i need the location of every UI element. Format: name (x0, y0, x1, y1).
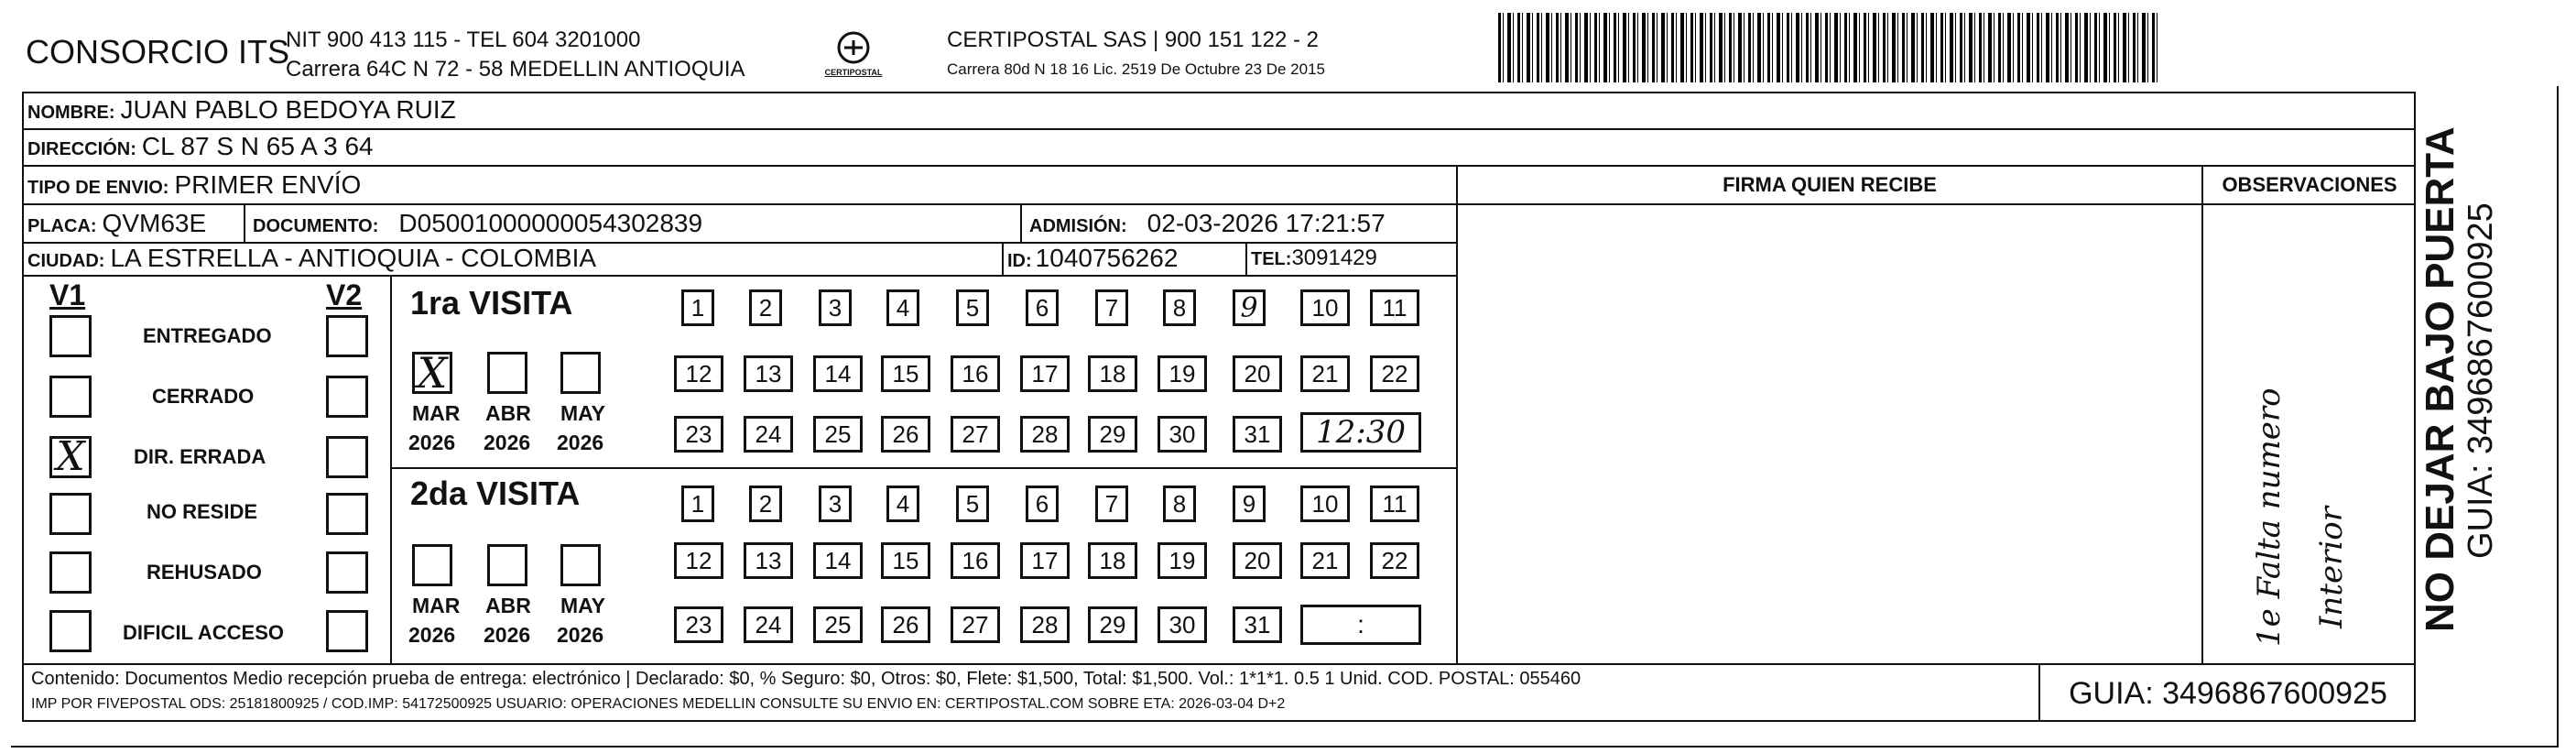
address-row (27, 132, 374, 163)
observation-line2: Interior (2313, 507, 2350, 628)
status-no-reside: NO RESIDE (147, 500, 258, 523)
status-rehusado: REHUSADO (147, 561, 262, 584)
visit1-day[interactable]: 29 (1088, 416, 1137, 453)
id-label: ID: (1007, 251, 1032, 271)
tel-number: 3091429 (1291, 246, 1377, 270)
visit1-month-mark: X (417, 348, 448, 398)
footer-guide: GUIA: 3496867600925 (2069, 675, 2387, 711)
visit2-month-may[interactable] (560, 544, 601, 586)
side-guide: GUIA: 3496867600925 (2462, 202, 2500, 559)
visit1-day[interactable]: 24 (744, 416, 793, 453)
visit2-day[interactable]: 10 (1300, 486, 1350, 522)
visit2-day[interactable]: 11 (1370, 486, 1419, 522)
visit2-year-mar: 2026 (408, 623, 456, 647)
certipostal-logo (824, 27, 883, 86)
plate-label: PLACA: (27, 216, 97, 236)
city-cell (27, 244, 596, 273)
visit2-day[interactable]: 19 (1158, 542, 1207, 579)
visit2-day[interactable]: 28 (1020, 606, 1070, 643)
v1-checkbox-cerrado[interactable] (49, 376, 92, 418)
visit2-day[interactable]: 21 (1300, 542, 1350, 579)
visit1-month-label-mar: MAR (412, 401, 461, 425)
v1-label: V1 (49, 278, 86, 311)
visit1-day[interactable]: 8 (1163, 289, 1196, 326)
visit2-day[interactable]: 23 (674, 606, 723, 643)
visit1-day[interactable]: 30 (1158, 416, 1207, 453)
visit1-day[interactable]: 22 (1370, 355, 1419, 392)
visit1-month-label-may: MAY (560, 401, 605, 425)
visit2-title: 2da VISITA (410, 475, 581, 512)
v1-checkbox-dir-errada[interactable] (49, 433, 92, 480)
v1-checkbox-no-reside[interactable] (49, 493, 92, 535)
visit1-day[interactable]: 15 (881, 355, 930, 392)
v2-checkbox-cerrado[interactable] (326, 376, 368, 418)
v2-checkbox-no-reside[interactable] (326, 493, 368, 535)
name-row (27, 95, 456, 126)
visit1-month-label-abr: ABR (485, 401, 531, 425)
visit1-day[interactable]: 26 (881, 416, 930, 453)
tel-cell (1251, 246, 1377, 271)
footer-imp: IMP POR FIVEPOSTAL ODS: 25181800925 / COD.IMP: 54172500925 USUARIO: OPERACIONES MEDELLIN CONSULTE SU ENVIO EN: CERTIPOSTAL.COM SOBRE ETA: 2026-03-04 D+2 (31, 696, 1286, 712)
city: LA ESTRELLA - ANTIOQUIA - COLOMBIA (110, 244, 597, 272)
visit1-day[interactable]: 1 (681, 289, 714, 326)
v2-checkbox-dir-errada[interactable] (326, 436, 368, 478)
recipient-name: JUAN PABLO BEDOYA RUIZ (120, 95, 456, 124)
visit2-day[interactable]: 7 (1095, 486, 1128, 522)
visit2-day[interactable]: 9 (1233, 486, 1266, 522)
admission-cell (1029, 209, 1386, 238)
status-dir-errada: DIR. ERRADA (134, 445, 266, 468)
observation-line1: 1e Falta numero (2251, 387, 2288, 647)
visit2-day[interactable]: 2 (749, 486, 782, 522)
visit2-day[interactable]: 4 (886, 486, 919, 522)
visit1-day[interactable]: 4 (886, 289, 919, 326)
visit1-day[interactable]: 6 (1026, 289, 1059, 326)
v2-label: V2 (326, 278, 363, 311)
visit2-day[interactable]: 5 (956, 486, 989, 522)
visit2-day[interactable]: 13 (744, 542, 793, 579)
logo-icon (824, 27, 883, 86)
visit1-day[interactable]: 7 (1095, 289, 1128, 326)
document-label: DOCUMENTO: (253, 216, 379, 236)
visit1-month-may[interactable] (560, 352, 601, 394)
v2-checkbox-entregado[interactable] (326, 315, 368, 357)
side-warning: NO DEJAR BAJO PUERTA (2418, 126, 2462, 632)
visit1-day[interactable]: 2 (749, 289, 782, 326)
visit2-day[interactable]: 30 (1158, 606, 1207, 643)
company-name: CONSORCIO ITS (26, 33, 290, 71)
visit1-day[interactable]: 3 (819, 289, 852, 326)
status-cerrado: CERRADO (152, 385, 255, 408)
observations-header: OBSERVACIONES (2222, 173, 2397, 196)
dir-errada-mark: X (56, 433, 85, 480)
visit2-day[interactable]: 6 (1026, 486, 1059, 522)
visit1-day[interactable]: 27 (951, 416, 1000, 453)
recipient-address: CL 87 S N 65 A 3 64 (141, 132, 374, 160)
id-number: 1040756262 (1035, 244, 1179, 272)
visit2-month-abr[interactable] (487, 544, 527, 586)
name-label: NOMBRE: (27, 103, 115, 123)
visit2-year-may: 2026 (557, 623, 604, 647)
visit1-day[interactable]: 5 (956, 289, 989, 326)
plate-cell (27, 209, 206, 238)
footer-content: Contenido: Documentos Medio recepción prueba de entrega: electrónico | Declarado: $0, % Seguro: $0, Otros: $0, Flete: $1,500, Total: $1,500. Vol.: 1*1*1. 0.5 1 Unid. COD. POSTAL: 055460 (31, 669, 1581, 689)
visit1-day[interactable]: 14 (813, 355, 863, 392)
plate: QVM63E (102, 209, 207, 237)
signature-header: FIRMA QUIEN RECIBE (1723, 173, 1937, 196)
visit1-day[interactable]: 16 (951, 355, 1000, 392)
barcode (1498, 13, 2159, 82)
logo-text: CERTIPOSTAL (824, 68, 883, 77)
visit1-day[interactable]: 18 (1088, 355, 1137, 392)
visit1-month-abr[interactable] (487, 352, 527, 394)
visit2-day[interactable]: 18 (1088, 542, 1137, 579)
visit2-day[interactable]: 27 (951, 606, 1000, 643)
visit2-day[interactable]: 25 (813, 606, 863, 643)
visit2-month-mar[interactable] (412, 544, 452, 586)
signature-area[interactable] (1460, 207, 2200, 661)
company-line1: NIT 900 413 115 - TEL 604 3201000 (286, 27, 641, 52)
visit1-day[interactable]: 12 (674, 355, 723, 392)
v1-checkbox-dificil-acceso[interactable] (49, 610, 92, 652)
courier-line2: Carrera 80d N 18 16 Lic. 2519 De Octubre 23 De 2015 (947, 60, 1325, 78)
visit2-day[interactable]: 26 (881, 606, 930, 643)
visit2-day[interactable]: 31 (1233, 606, 1282, 643)
courier-line1: CERTIPOSTAL SAS | 900 151 122 - 2 (947, 27, 1319, 52)
visit2-day[interactable]: 3 (819, 486, 852, 522)
visit1-day[interactable]: 17 (1020, 355, 1070, 392)
visit2-day[interactable]: 29 (1088, 606, 1137, 643)
visit2-day[interactable]: 1 (681, 486, 714, 522)
admission-label: ADMISIÓN: (1029, 216, 1127, 236)
visit1-day[interactable]: 20 (1233, 355, 1282, 392)
v2-checkbox-rehusado[interactable] (326, 551, 368, 594)
visit2-day[interactable]: 22 (1370, 542, 1419, 579)
visit2-month-label-mar: MAR (412, 594, 461, 617)
visit2-month-label-abr: ABR (485, 594, 531, 617)
document-cell (253, 209, 702, 238)
visit1-day[interactable]: 31 (1233, 416, 1282, 453)
visit1-day[interactable]: 13 (744, 355, 793, 392)
visit1-month-mar[interactable] (412, 348, 452, 398)
v1-checkbox-entregado[interactable] (49, 315, 92, 357)
visit2-day[interactable]: 14 (813, 542, 863, 579)
id-cell (1007, 244, 1178, 273)
status-dificil-acceso: DIFICIL ACCESO (123, 621, 285, 644)
document-number: D05001000000054302839 (398, 209, 703, 237)
visit1-day[interactable]: 10 (1300, 289, 1350, 326)
v1-checkbox-rehusado[interactable] (49, 551, 92, 594)
visit1-day[interactable]: 23 (674, 416, 723, 453)
visit1-day[interactable]: 21 (1300, 355, 1350, 392)
visit1-day-marked[interactable]: 9 (1233, 289, 1266, 326)
visit2-year-abr: 2026 (484, 623, 531, 647)
visit1-day[interactable]: 19 (1158, 355, 1207, 392)
visit1-title: 1ra VISITA (410, 284, 573, 322)
visit1-time[interactable]: 12:30 (1300, 412, 1421, 453)
observations-area[interactable] (2205, 207, 2414, 661)
send-type: PRIMER ENVÍO (174, 170, 362, 199)
status-entregado: ENTREGADO (143, 324, 272, 347)
visit1-year-may: 2026 (557, 431, 604, 454)
visit1-day[interactable]: 11 (1370, 289, 1419, 326)
v2-checkbox-dificil-acceso[interactable] (326, 610, 368, 652)
tel-label: TEL: (1251, 249, 1292, 269)
visit1-year-mar: 2026 (408, 431, 456, 454)
send-type-row (27, 170, 361, 202)
visit2-month-label-may: MAY (560, 594, 605, 617)
admission-date: 02-03-2026 17:21:57 (1147, 209, 1386, 237)
visit2-day[interactable]: 20 (1233, 542, 1282, 579)
visit1-day[interactable]: 25 (813, 416, 863, 453)
visit1-year-abr: 2026 (484, 431, 531, 454)
address-label: DIRECCIÓN: (27, 139, 136, 159)
visit2-day[interactable]: 24 (744, 606, 793, 643)
visit2-day[interactable]: 16 (951, 542, 1000, 579)
company-line2: Carrera 64C N 72 - 58 MEDELLIN ANTIOQUIA (286, 57, 745, 82)
visit1-day[interactable]: 28 (1020, 416, 1070, 453)
visit2-day[interactable]: 17 (1020, 542, 1070, 579)
visit2-day[interactable]: 8 (1163, 486, 1196, 522)
city-label: CIUDAD: (27, 251, 105, 271)
visit2-day[interactable]: 15 (881, 542, 930, 579)
visit2-day[interactable]: 12 (674, 542, 723, 579)
send-type-label: TIPO DE ENVIO: (27, 178, 169, 198)
visit2-time[interactable]: : (1300, 605, 1421, 645)
